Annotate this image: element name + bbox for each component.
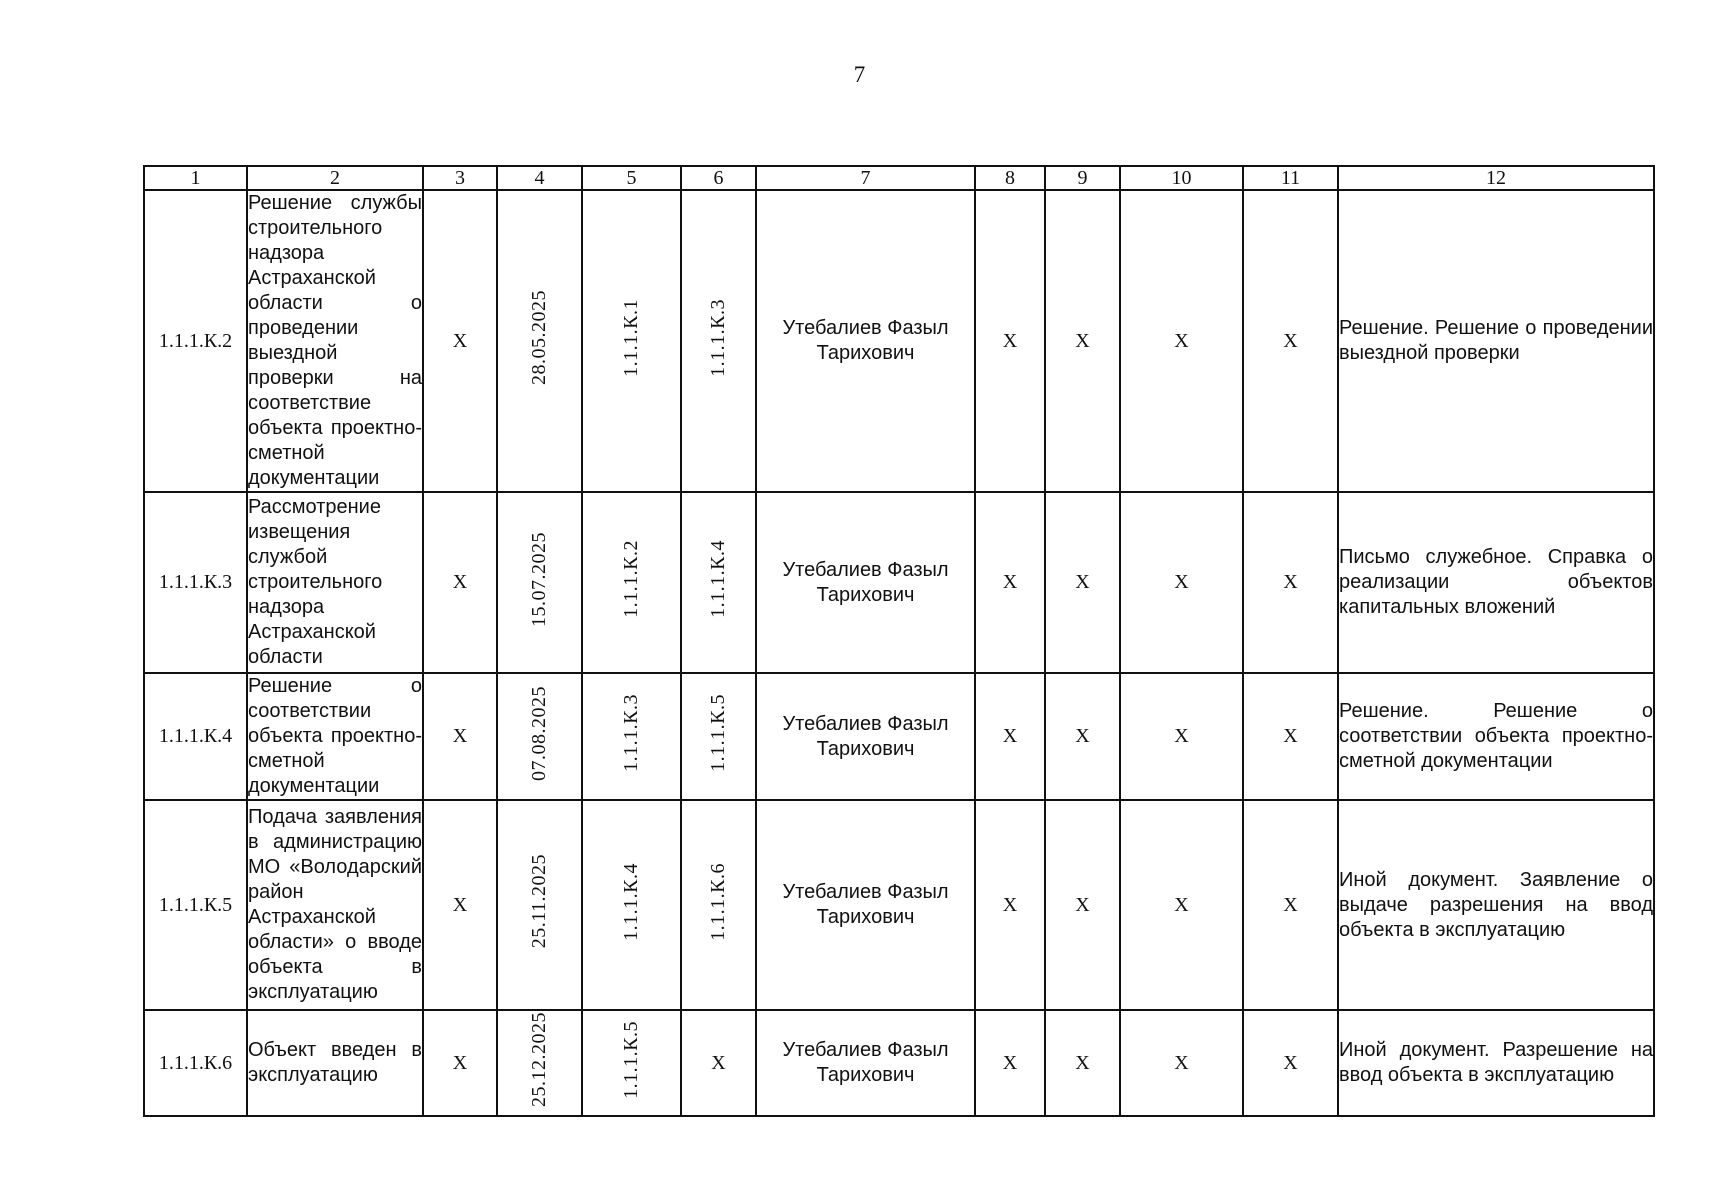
row-code: 1.1.1.К.3	[144, 492, 247, 673]
row-col11: X	[1243, 492, 1338, 673]
column-header-8: 8	[975, 166, 1045, 190]
row-prev: 1.1.1.К.3	[620, 694, 642, 772]
responsible-name: Утебалиев Фазыл	[782, 558, 949, 581]
row-next: 1.1.1.К.6	[707, 862, 729, 941]
responsible-name: Утебалиев Фазыл	[782, 712, 949, 735]
row-date: 25.12.2025	[528, 1012, 550, 1107]
row-col10: X	[1120, 1010, 1243, 1116]
responsible-patronymic: Тарихович	[816, 1064, 915, 1086]
control-points-table	[143, 165, 1655, 1117]
row-col10: X	[1120, 492, 1243, 673]
row-date-cell	[497, 190, 582, 492]
row-code: 1.1.1.К.4	[144, 673, 247, 800]
row-description: Объект введен в эксплуатацию	[247, 1010, 423, 1116]
column-header-7: 7	[756, 166, 975, 190]
row-col8: X	[975, 673, 1045, 800]
responsible-patronymic: Тарихович	[816, 737, 915, 760]
row-prev-cell	[582, 190, 681, 492]
row-col11: X	[1243, 190, 1338, 492]
row-description: Рассмотрение извещения службой строительного надзора Астраханской области	[247, 492, 423, 673]
table-row	[144, 190, 1654, 492]
row-description: Решение о соответствии объекта проектно-сметной документации	[247, 673, 423, 800]
row-col9: X	[1045, 800, 1120, 1010]
row-prev: 1.1.1.К.4	[620, 862, 642, 941]
row-prev: 1.1.1.К.2	[620, 540, 642, 618]
row-date: 15.07.2025	[528, 531, 550, 627]
row-result: Решение. Решение о соответствии объекта проектно-сметной документации	[1338, 673, 1654, 800]
row-next-cell	[681, 800, 756, 1010]
responsible-patronymic: Тарихович	[816, 583, 915, 606]
row-responsible	[756, 190, 975, 492]
row-description: Подача заявления в администрацию МО «Володарский район Астраханской области» о вводе объекта в эксплуатацию	[247, 800, 423, 1010]
row-col3: X	[423, 190, 497, 492]
row-col11: X	[1243, 1010, 1338, 1116]
row-date-cell	[497, 673, 582, 800]
row-col9: X	[1045, 1010, 1120, 1116]
table-row	[144, 800, 1654, 1010]
row-prev-cell	[582, 492, 681, 673]
table-row	[144, 673, 1654, 800]
row-responsible	[756, 800, 975, 1010]
table-row	[144, 1010, 1654, 1116]
responsible-name: Утебалиев Фазыл	[782, 1039, 949, 1061]
column-header-4: 4	[497, 166, 582, 190]
row-date-cell	[497, 1010, 582, 1116]
row-col3: X	[423, 1010, 497, 1116]
row-col10: X	[1120, 190, 1243, 492]
row-next-cell	[681, 492, 756, 673]
row-responsible	[756, 1010, 975, 1116]
responsible-name: Утебалиев Фазыл	[782, 317, 949, 339]
column-header-12: 12	[1338, 166, 1654, 190]
row-responsible	[756, 492, 975, 673]
row-result: Письмо служебное. Справка о реализации объектов капитальных вложений	[1338, 492, 1654, 673]
responsible-patronymic: Тарихович	[816, 342, 915, 364]
row-prev-cell	[582, 800, 681, 1010]
row-col3: X	[423, 492, 497, 673]
responsible-name: Утебалиев Фазыл	[782, 881, 949, 903]
row-code: 1.1.1.К.2	[144, 190, 247, 492]
row-next: 1.1.1.К.5	[707, 694, 729, 772]
row-result: Решение. Решение о проведении выездной проверки	[1338, 190, 1654, 492]
row-prev-cell	[582, 1010, 681, 1116]
row-prev: 1.1.1.К.1	[620, 298, 642, 377]
row-result: Иной документ. Разрешение на ввод объекта в эксплуатацию	[1338, 1010, 1654, 1116]
row-code: 1.1.1.К.5	[144, 800, 247, 1010]
row-prev: 1.1.1.К.5	[620, 1020, 642, 1099]
row-result: Иной документ. Заявление о выдаче разрешения на ввод объекта в эксплуатацию	[1338, 800, 1654, 1010]
row-responsible	[756, 673, 975, 800]
table-row	[144, 492, 1654, 673]
row-date: 25.11.2025	[528, 854, 550, 949]
row-col10: X	[1120, 800, 1243, 1010]
row-prev-cell	[582, 673, 681, 800]
row-next: 1.1.1.К.4	[707, 540, 729, 618]
row-col3: X	[423, 673, 497, 800]
row-next: 1.1.1.К.3	[707, 298, 729, 377]
row-date-cell	[497, 800, 582, 1010]
row-next-cell	[681, 190, 756, 492]
page-number: 7	[853, 62, 866, 87]
row-col11: X	[1243, 673, 1338, 800]
row-description: Решение службы строительного надзора Астраханской области о проведении выездной проверки на соответствие объекта проектно-сметной документации	[247, 190, 423, 492]
row-col9: X	[1045, 492, 1120, 673]
row-date: 07.08.2025	[528, 685, 550, 781]
column-header-5: 5	[582, 166, 681, 190]
column-header-6: 6	[681, 166, 756, 190]
row-next-cell	[681, 673, 756, 800]
row-col3: X	[423, 800, 497, 1010]
column-header-2: 2	[247, 166, 423, 190]
row-col8: X	[975, 800, 1045, 1010]
header-row	[144, 166, 1654, 190]
row-col10: X	[1120, 673, 1243, 800]
row-col9: X	[1045, 673, 1120, 800]
row-col8: X	[975, 190, 1045, 492]
row-code: 1.1.1.К.6	[144, 1010, 247, 1116]
row-date-cell	[497, 492, 582, 673]
row-col8: X	[975, 492, 1045, 673]
column-header-11: 11	[1243, 166, 1338, 190]
column-header-10: 10	[1120, 166, 1243, 190]
responsible-patronymic: Тарихович	[816, 906, 915, 928]
row-col8: X	[975, 1010, 1045, 1116]
column-header-3: 3	[423, 166, 497, 190]
row-col11: X	[1243, 800, 1338, 1010]
row-next: X	[681, 1010, 756, 1116]
row-date: 28.05.2025	[528, 290, 550, 385]
row-col9: X	[1045, 190, 1120, 492]
column-header-9: 9	[1045, 166, 1120, 190]
column-header-1: 1	[144, 166, 247, 190]
